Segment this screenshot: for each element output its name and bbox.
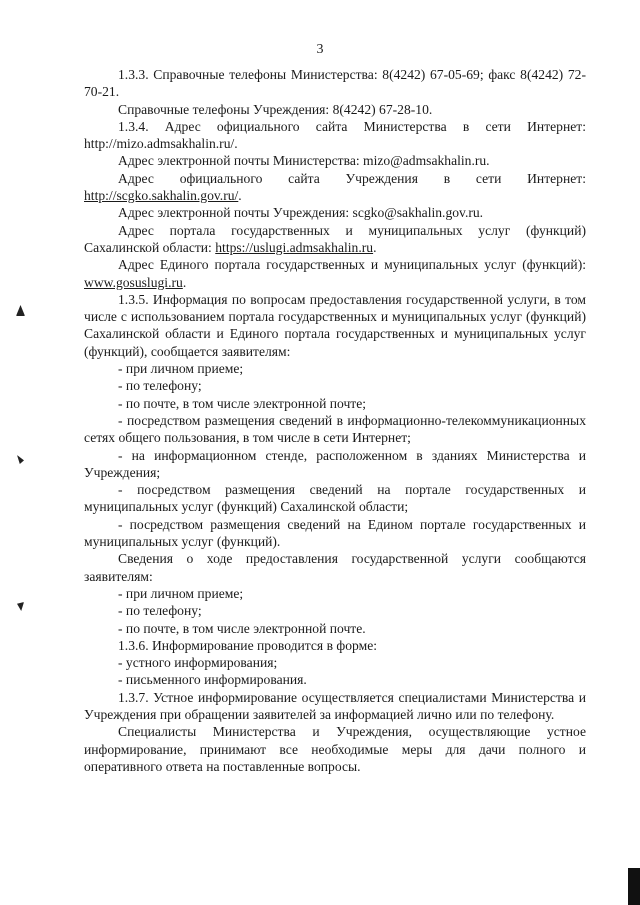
- list-item: - при личном приеме;: [118, 361, 244, 377]
- scan-artifact-mark: [17, 602, 24, 611]
- paragraph-specialists: Специалисты Министерства и Учреждения, осуществляющие устное информирование, принимают все необходимые меры для дачи полного и оперативного ответа на поставленные вопросы.: [84, 724, 586, 774]
- unified-portal-link[interactable]: www.gosuslugi.ru: [84, 274, 183, 290]
- list-item: - по почте, в том числе электронной почте.: [118, 620, 366, 636]
- paragraph-institution-email: Адрес электронной почты Учреждения: scgko@sakhalin.gov.ru.: [118, 205, 484, 221]
- paragraph-institution-website: [84, 170, 586, 205]
- page-number: 3: [316, 42, 324, 57]
- paragraph-phones-ministry: 1.3.3. Справочные телефоны Министерства: 8(4242) 67-05-69; факс 8(4242) 72-70-21.: [84, 67, 586, 100]
- list-item: - при личном приеме;: [118, 585, 244, 601]
- paragraph-regional-portal: [84, 222, 586, 257]
- text: Адрес портала государственных и муниципальных услуг (функций) Сахалинской области:: [84, 222, 586, 255]
- paragraph-ministry-email: Адрес электронной почты Министерства: mizo@admsakhalin.ru.: [118, 153, 490, 169]
- institution-website-link[interactable]: http://scgko.sakhalin.gov.ru/: [84, 188, 239, 204]
- scan-artifact-mark: [16, 305, 25, 316]
- list-item: - устного информирования;: [118, 655, 278, 671]
- list-item: - посредством размещения сведений на портале государственных и муниципальных услуг (функций) Сахалинской области;: [84, 482, 586, 515]
- paragraph-phones-institution: Справочные телефоны Учреждения: 8(4242) 67-28-10.: [118, 101, 433, 117]
- regional-portal-link[interactable]: https://uslugi.admsakhalin.ru: [215, 239, 374, 255]
- paragraph-oral-info: 1.3.7. Устное информирование осуществляется специалистами Министерства и Учреждения при обращении заявителей за информацией лично или по телефону.: [84, 689, 586, 722]
- list-item: - посредством размещения сведений на Едином портале государственных и муниципальных услуг (функций).: [84, 516, 586, 550]
- paragraph-unified-portal: [84, 256, 586, 291]
- document-body: [84, 66, 586, 775]
- paragraph-info-provision: 1.3.5. Информация по вопросам предоставления государственной услуги, в том числе с использованием портала государственных и муниципальных услуг (функций) Сахалинской области и Единого портала государственных и муниципальных услуг (функций), сообщается заявителям:: [84, 291, 586, 359]
- list-item: - на информационном стенде, расположенном в зданиях Министерства и Учреждения;: [84, 447, 586, 480]
- list-item: - письменного информирования.: [118, 672, 307, 688]
- paragraph-progress-info: Сведения о ходе предоставления государственной услуги сообщаются заявителям:: [84, 551, 586, 584]
- scan-artifact-mark: [17, 455, 24, 464]
- list-item: - по телефону;: [118, 603, 202, 619]
- list-item: - посредством размещения сведений в информационно-телекоммуникационных сетях общего пользования, в том числе в сети Интернет;: [84, 412, 586, 446]
- scan-edge-bar: [628, 868, 640, 905]
- text: .: [182, 274, 187, 290]
- text: .: [238, 188, 242, 204]
- text: Адрес официального сайта Учреждения в сети Интернет:: [118, 170, 586, 186]
- paragraph-info-forms: 1.3.6. Информирование проводится в форме:: [118, 637, 378, 653]
- paragraph-ministry-website: 1.3.4. Адрес официального сайта Министерства в сети Интернет: http://mizo.admsakhalin.ru/.: [84, 118, 586, 152]
- text: .: [373, 239, 377, 255]
- list-item: - по телефону;: [118, 378, 202, 394]
- list-item: - по почте, в том числе электронной почте;: [118, 395, 367, 411]
- text: Адрес Единого портала государственных и муниципальных услуг (функций):: [118, 257, 586, 273]
